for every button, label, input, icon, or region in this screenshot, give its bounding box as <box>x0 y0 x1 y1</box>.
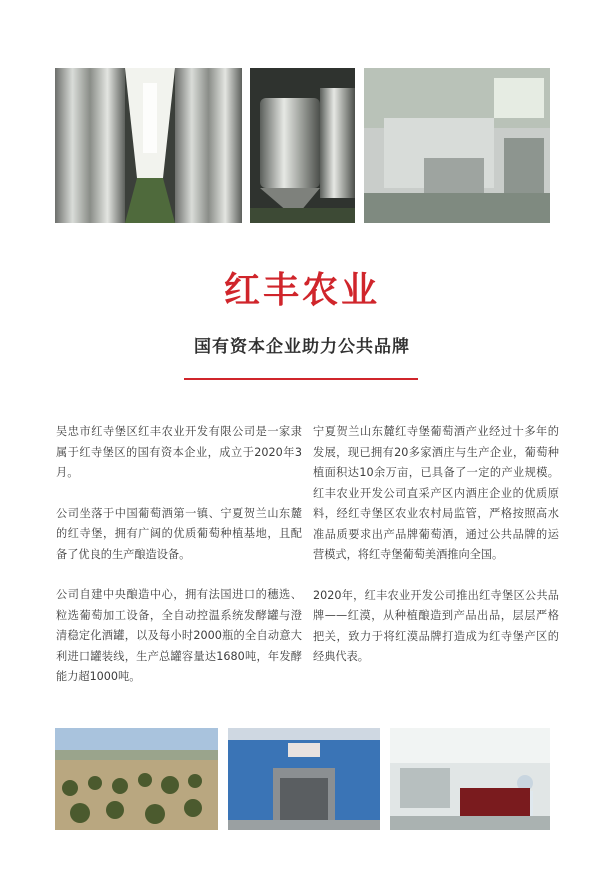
photo-bottling-line <box>364 68 550 223</box>
paragraph: 公司坐落于中国葡萄酒第一镇、宁夏贺兰山东麓的红寺堡，拥有广阔的优质葡萄种植基地，且配备了优良的生产酿造设备。 <box>56 506 302 561</box>
photo-production-workshop <box>390 728 550 830</box>
page-title: 红丰农业 <box>223 269 380 311</box>
photo-winery-building <box>228 728 380 830</box>
right-column <box>313 422 559 688</box>
photo-steel-tanks <box>250 68 355 223</box>
paragraph: 2020年，红丰农业开发公司推出红寺堡区公共品牌——红漠，从种植酿造到产品出品，层层严格把关，致力于将红漠品牌打造成为红寺堡产区的经典代表。 <box>313 588 559 663</box>
left-column <box>56 422 302 708</box>
photo-vineyard <box>55 728 218 830</box>
title-divider <box>184 378 418 380</box>
photo-tank-corridor <box>55 68 242 223</box>
page-subtitle: 国有资本企业助力公共品牌 <box>194 337 410 357</box>
paragraph: 宁夏贺兰山东麓红寺堡葡萄酒产业经过十多年的发展，现已拥有20多家酒庄与生产企业，葡萄种植面积达10余万亩，已具备了一定的产业规模。红丰农业开发公司直采产区内酒庄企业的优质原料，经红寺堡区农业农村局监管，严格按照高水准品质要求出产品牌葡萄酒，通过公共品牌的运营模式，将红寺堡葡萄美酒推向全国。 <box>313 425 559 561</box>
paragraph: 公司自建中央酿造中心，拥有法国进口的穗选、粒选葡萄加工设备，全自动控温系统发酵罐与澄清稳定化酒罐，以及每小时2000瓶的全自动意大利进口罐装线，生产总罐容量达1680吨，年发酵能力超1000吨。 <box>56 588 302 683</box>
paragraph: 吴忠市红寺堡区红丰农业开发有限公司是一家隶属于红寺堡区的国有资本企业，成立于2020年3月。 <box>56 425 302 479</box>
